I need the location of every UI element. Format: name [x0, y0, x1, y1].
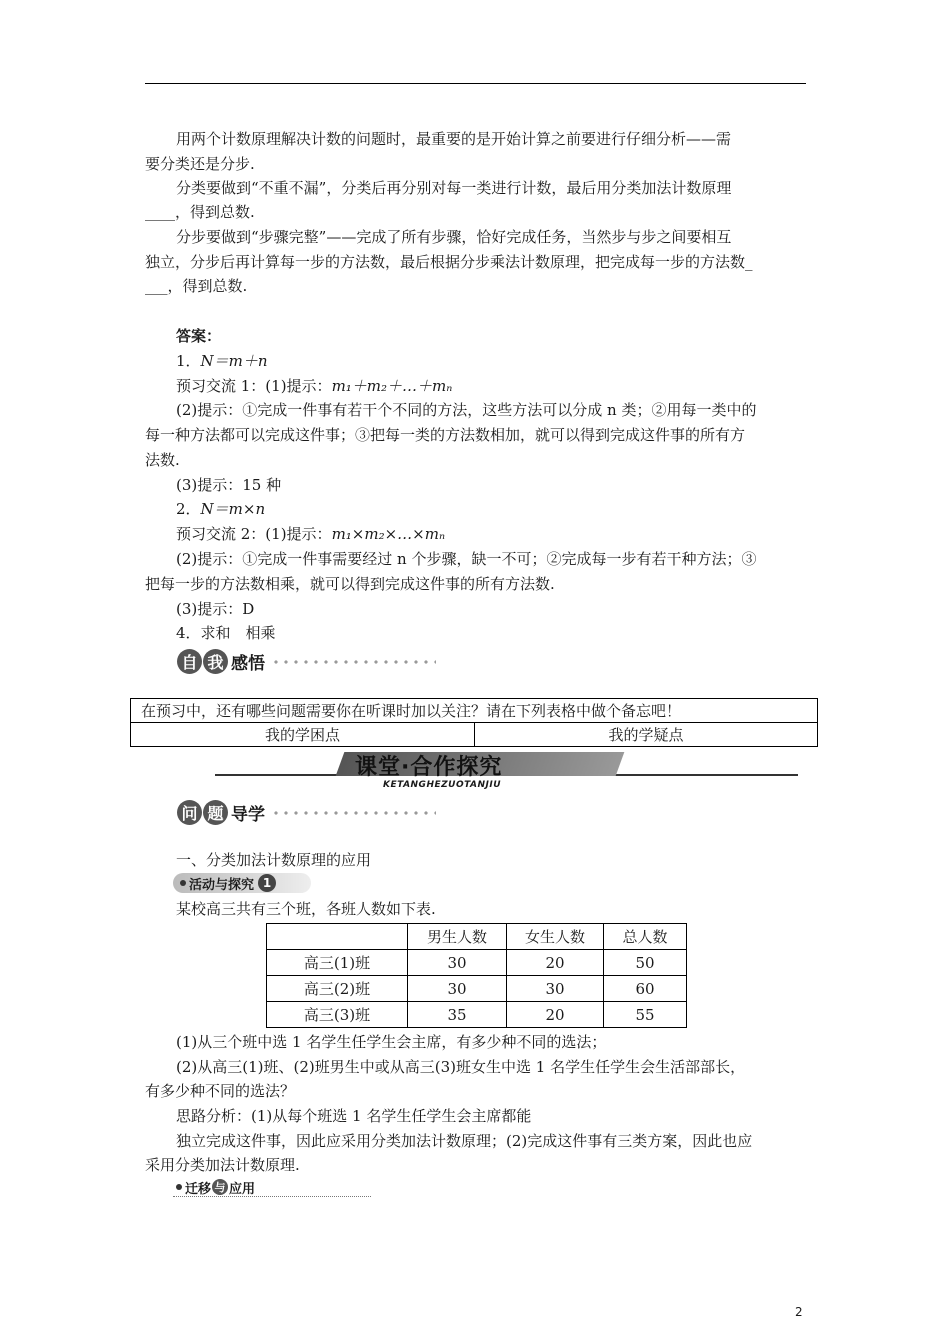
transfer-a: 迁移 [185, 1181, 212, 1197]
answer-2-ex1 [176, 523, 445, 545]
intro-p3a: 分步要做到“步骤完整”——完成了所有步骤，恰好完成任务，当然步与步之间要相互 [176, 228, 732, 246]
table-cell: 高三(1)班 [267, 950, 408, 976]
top-rule [145, 83, 806, 84]
analysis-2: 独立完成这件事，因此应采用分类加法计数原理；(2)完成这件事有三类方案，因此也应 [176, 1132, 753, 1150]
transfer-c: 应用 [229, 1181, 256, 1197]
memo-table [130, 698, 818, 747]
banner-title: 课堂·合作探究 [355, 755, 503, 780]
intro-p1b: 要分类还是分步. [145, 155, 255, 173]
answer-2-ex1-formula: m₁×m₂×…×mₙ [331, 525, 446, 543]
table-header-cell: 女生人数 [507, 924, 604, 950]
dotted-leader [271, 809, 436, 817]
dotted-leader [271, 658, 436, 666]
table-cell: 55 [604, 1002, 687, 1028]
table-header-cell: 男生人数 [408, 924, 507, 950]
memo-col-difficulties[interactable]: 我的学困点 [131, 723, 475, 747]
page-number: 2 [795, 1305, 803, 1319]
answer-1-ex1 [176, 375, 452, 397]
answer-4: 4．求和 相乘 [176, 624, 276, 642]
question-2a: (2)从高三(1)班、(2)班男生中或从高三(3)班女生中选 1 名学生任学生会生活部部长， [176, 1058, 746, 1076]
guide-badge [177, 800, 436, 825]
answers-title: 答案： [176, 327, 222, 345]
table-cell: 20 [507, 1002, 604, 1028]
answer-2-ex1-prefix: 预习交流 2：(1)提示： [176, 525, 332, 543]
memo-col-doubts[interactable]: 我的学疑点 [475, 723, 818, 747]
self-reflect-char2: 我 [203, 649, 228, 674]
guide-char2: 题 [203, 800, 228, 825]
intro-p2a: 分类要做到“不重不漏”，分类后再分别对每一类进行计数，最后用分类加法计数原理 [176, 179, 732, 197]
table-cell: 高三(3)班 [267, 1002, 408, 1028]
intro-p2b: ____，得到总数. [145, 203, 255, 221]
table-row [267, 1002, 687, 1028]
self-reflect-badge [177, 649, 436, 674]
section1-heading: 一、分类加法计数原理的应用 [176, 851, 372, 869]
answer-1 [176, 350, 268, 372]
bullet-icon [176, 1184, 182, 1190]
table-cell: 30 [507, 976, 604, 1002]
answer-2-prefix: 2． [176, 500, 201, 518]
class-table [266, 923, 687, 1028]
answer-1-ex1-prefix: 预习交流 1：(1)提示： [176, 377, 332, 395]
bullet-icon [180, 880, 186, 886]
answer-2-formula: N＝m×n [200, 500, 266, 518]
transfer-b: 与 [212, 1179, 228, 1195]
activity-tag [173, 873, 311, 893]
intro-p3c: ___，得到总数. [145, 277, 248, 295]
transfer-tag [173, 1178, 371, 1197]
intro-p3b: 独立，分步后再计算每一步的方法数，最后根据分步乘法计数原理，把完成每一步的方法数_ [145, 253, 753, 271]
table-cell: 30 [408, 976, 507, 1002]
table-header-cell: 总人数 [604, 924, 687, 950]
section-banner [215, 752, 798, 790]
guide-char1: 问 [177, 800, 202, 825]
answer-2 [176, 498, 265, 520]
answer-1-ex2a: (2)提示：①完成一件事有若干个不同的方法，这些方法可以分成 n 类；②用每一类中的 [176, 401, 757, 419]
answer-1-ex3: (3)提示：15 种 [176, 476, 282, 494]
answer-1-ex2b: 每一种方法都可以完成这件事；③把每一类的方法数相加，就可以得到完成这件事的所有方 [145, 426, 746, 444]
intro-p1a: 用两个计数原理解决计数的问题时，最重要的是开始计算之前要进行仔细分析——需 [176, 130, 732, 148]
activity-number: 1 [258, 874, 276, 892]
self-reflect-char1: 自 [177, 649, 202, 674]
memo-prompt: 在预习中，还有哪些问题需要你在听课时加以关注？请在下列表格中做个备忘吧！ [131, 699, 818, 723]
answer-2-ex3: (3)提示：D [176, 600, 255, 618]
guide-tail: 导学 [231, 805, 265, 825]
table-row [267, 976, 687, 1002]
table-header-cell [267, 924, 408, 950]
table-cell: 20 [507, 950, 604, 976]
analysis-1: 思路分析：(1)从每个班选 1 名学生任学生会主席都能 [176, 1107, 532, 1125]
answer-1-ex2c: 法数. [145, 451, 180, 469]
section1-intro: 某校高三共有三个班，各班人数如下表. [176, 900, 436, 918]
table-cell: 35 [408, 1002, 507, 1028]
question-1: (1)从三个班中选 1 名学生任学生会主席，有多少种不同的选法； [176, 1033, 607, 1051]
table-cell: 30 [408, 950, 507, 976]
banner-subtitle: KETANGHEZUOTANJIU [383, 780, 502, 790]
question-2b: 有多少种不同的选法？ [145, 1082, 296, 1100]
table-row [267, 950, 687, 976]
table-cell: 50 [604, 950, 687, 976]
analysis-3: 采用分类加法计数原理. [145, 1156, 300, 1174]
activity-label: 活动与探究 [189, 877, 255, 893]
table-cell: 高三(2)班 [267, 976, 408, 1002]
table-cell: 60 [604, 976, 687, 1002]
table-header-row [267, 924, 687, 950]
answer-2-ex2a: (2)提示：①完成一件事需要经过 n 个步骤，缺一不可；②完成每一步有若干种方法；③ [176, 550, 757, 568]
answer-1-prefix: 1． [176, 352, 201, 370]
answer-1-ex1-formula: m₁＋m₂＋…＋mₙ [331, 377, 453, 395]
answer-2-ex2b: 把每一步的方法数相乘，就可以得到完成这件事的所有方法数. [145, 575, 555, 593]
self-reflect-tail: 感悟 [231, 654, 265, 674]
answer-1-formula: N＝m＋n [200, 352, 268, 370]
